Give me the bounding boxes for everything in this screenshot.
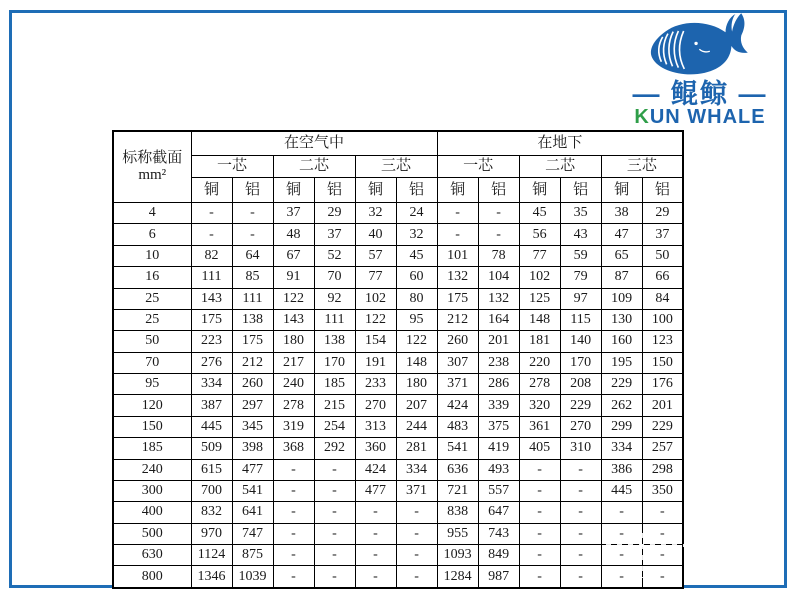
value-cell: 111 <box>191 267 232 288</box>
value-cell: 424 <box>437 395 478 416</box>
value-cell: - <box>601 566 642 588</box>
value-cell: 143 <box>273 309 314 330</box>
value-cell: 207 <box>396 395 437 416</box>
value-cell: 281 <box>396 438 437 459</box>
value-cell: 849 <box>478 545 519 566</box>
value-cell: - <box>519 545 560 566</box>
row-size-cell: 300 <box>113 480 191 501</box>
table-row <box>113 480 683 501</box>
value-cell: 77 <box>519 245 560 266</box>
value-cell: - <box>437 224 478 245</box>
table-row <box>113 459 683 480</box>
value-cell: 104 <box>478 267 519 288</box>
value-cell: 743 <box>478 523 519 544</box>
header-row-materials <box>113 178 683 203</box>
logo-en-text <box>615 106 785 128</box>
value-cell: 483 <box>437 416 478 437</box>
value-cell: - <box>396 566 437 588</box>
value-cell: 1284 <box>437 566 478 588</box>
value-cell: 257 <box>642 438 683 459</box>
value-cell: - <box>396 523 437 544</box>
value-cell: 24 <box>396 203 437 224</box>
value-cell: 170 <box>560 352 601 373</box>
value-cell: 175 <box>232 331 273 352</box>
value-cell: 130 <box>601 309 642 330</box>
value-cell: - <box>355 545 396 566</box>
value-cell: 493 <box>478 459 519 480</box>
value-cell: 150 <box>642 352 683 373</box>
value-cell: 509 <box>191 438 232 459</box>
subgroup-ground-two-core: 二芯 <box>519 156 601 178</box>
value-cell: 45 <box>519 203 560 224</box>
value-cell: - <box>560 545 601 566</box>
row-size-cell: 25 <box>113 309 191 330</box>
row-size-cell: 95 <box>113 374 191 395</box>
value-cell: 262 <box>601 395 642 416</box>
value-cell: 477 <box>232 459 273 480</box>
value-cell: 477 <box>355 480 396 501</box>
value-cell: 38 <box>601 203 642 224</box>
value-cell: - <box>314 480 355 501</box>
value-cell: 143 <box>191 288 232 309</box>
value-cell: 386 <box>601 459 642 480</box>
table-row <box>113 374 683 395</box>
value-cell: 334 <box>396 459 437 480</box>
value-cell: 278 <box>519 374 560 395</box>
table-row <box>113 352 683 373</box>
value-cell: 955 <box>437 523 478 544</box>
value-cell: 217 <box>273 352 314 373</box>
row-size-cell: 150 <box>113 416 191 437</box>
value-cell: 875 <box>232 545 273 566</box>
value-cell: 220 <box>519 352 560 373</box>
value-cell: 334 <box>191 374 232 395</box>
value-cell: 102 <box>519 267 560 288</box>
logo-cn-text: 鲲鲸 <box>671 79 729 109</box>
value-cell: 371 <box>437 374 478 395</box>
material-header-copper: 铜 <box>519 178 560 203</box>
row-size-cell: 50 <box>113 331 191 352</box>
table-row <box>113 416 683 437</box>
value-cell: - <box>396 545 437 566</box>
material-header-copper: 铜 <box>601 178 642 203</box>
material-header-aluminum: 铝 <box>560 178 601 203</box>
value-cell: 122 <box>273 288 314 309</box>
value-cell: 100 <box>642 309 683 330</box>
value-cell: 557 <box>478 480 519 501</box>
value-cell: 615 <box>191 459 232 480</box>
value-cell: - <box>560 566 601 588</box>
value-cell: - <box>355 523 396 544</box>
header-row-cores <box>113 156 683 178</box>
table-row <box>113 395 683 416</box>
value-cell: 345 <box>232 416 273 437</box>
value-cell: 111 <box>232 288 273 309</box>
value-cell: 57 <box>355 245 396 266</box>
value-cell: 48 <box>273 224 314 245</box>
value-cell: - <box>314 502 355 523</box>
value-cell: 270 <box>560 416 601 437</box>
value-cell: 360 <box>355 438 396 459</box>
value-cell: 67 <box>273 245 314 266</box>
value-cell: 84 <box>642 288 683 309</box>
value-cell: 310 <box>560 438 601 459</box>
material-header-copper: 铜 <box>191 178 232 203</box>
whale-icon <box>621 12 779 84</box>
row-size-cell: 400 <box>113 502 191 523</box>
value-cell: 35 <box>560 203 601 224</box>
material-header-copper: 铜 <box>437 178 478 203</box>
value-cell: 79 <box>560 267 601 288</box>
value-cell: - <box>560 480 601 501</box>
table-row <box>113 224 683 245</box>
value-cell: 721 <box>437 480 478 501</box>
logo-en-first-letter: K <box>634 106 650 128</box>
subgroup-air-three-core: 三芯 <box>355 156 437 178</box>
value-cell: 297 <box>232 395 273 416</box>
value-cell: 238 <box>478 352 519 373</box>
value-cell: - <box>519 480 560 501</box>
value-cell: 29 <box>642 203 683 224</box>
value-cell: 375 <box>478 416 519 437</box>
value-cell: 424 <box>355 459 396 480</box>
value-cell: - <box>601 502 642 523</box>
value-cell: 37 <box>314 224 355 245</box>
value-cell: 97 <box>560 288 601 309</box>
table-body <box>113 203 683 589</box>
value-cell: 191 <box>355 352 396 373</box>
table-row <box>113 245 683 266</box>
value-cell: 82 <box>191 245 232 266</box>
value-cell: - <box>396 502 437 523</box>
corner-header <box>113 131 191 203</box>
value-cell: 101 <box>437 245 478 266</box>
value-cell: 254 <box>314 416 355 437</box>
value-cell: 185 <box>314 374 355 395</box>
value-cell: - <box>355 566 396 588</box>
value-cell: 122 <box>355 309 396 330</box>
value-cell: 223 <box>191 331 232 352</box>
row-size-cell: 500 <box>113 523 191 544</box>
value-cell: 320 <box>519 395 560 416</box>
subgroup-ground-three-core: 三芯 <box>601 156 683 178</box>
subgroup-air-one-core: 一芯 <box>191 156 273 178</box>
material-header-aluminum: 铝 <box>396 178 437 203</box>
value-cell: 201 <box>478 331 519 352</box>
value-cell: 276 <box>191 352 232 373</box>
value-cell: 95 <box>396 309 437 330</box>
value-cell: 80 <box>396 288 437 309</box>
value-cell: 160 <box>601 331 642 352</box>
value-cell: 45 <box>396 245 437 266</box>
value-cell: - <box>314 523 355 544</box>
value-cell: - <box>560 502 601 523</box>
value-cell: 700 <box>191 480 232 501</box>
row-size-cell: 70 <box>113 352 191 373</box>
value-cell: - <box>273 545 314 566</box>
value-cell: 233 <box>355 374 396 395</box>
value-cell: 260 <box>232 374 273 395</box>
value-cell: 292 <box>314 438 355 459</box>
value-cell: 47 <box>601 224 642 245</box>
value-cell: - <box>601 523 642 544</box>
value-cell: 56 <box>519 224 560 245</box>
value-cell: 50 <box>642 245 683 266</box>
value-cell: 541 <box>232 480 273 501</box>
value-cell: - <box>642 523 683 544</box>
value-cell: 838 <box>437 502 478 523</box>
value-cell: 313 <box>355 416 396 437</box>
row-size-cell: 6 <box>113 224 191 245</box>
value-cell: 140 <box>560 331 601 352</box>
value-cell: 212 <box>437 309 478 330</box>
value-cell: 636 <box>437 459 478 480</box>
row-size-cell: 25 <box>113 288 191 309</box>
material-header-copper: 铜 <box>273 178 314 203</box>
value-cell: - <box>478 224 519 245</box>
value-cell: 64 <box>232 245 273 266</box>
value-cell: 164 <box>478 309 519 330</box>
group-header-underground: 在地下 <box>437 131 683 156</box>
value-cell: 260 <box>437 331 478 352</box>
value-cell: 747 <box>232 523 273 544</box>
value-cell: 102 <box>355 288 396 309</box>
value-cell: 125 <box>519 288 560 309</box>
value-cell: 371 <box>396 480 437 501</box>
table-row <box>113 438 683 459</box>
value-cell: 40 <box>355 224 396 245</box>
value-cell: 201 <box>642 395 683 416</box>
row-size-cell: 10 <box>113 245 191 266</box>
value-cell: 43 <box>560 224 601 245</box>
watermark-artifact-vertical <box>640 533 643 578</box>
value-cell: 361 <box>519 416 560 437</box>
value-cell: 307 <box>437 352 478 373</box>
value-cell: - <box>642 502 683 523</box>
value-cell: - <box>273 502 314 523</box>
value-cell: - <box>519 523 560 544</box>
value-cell: 1039 <box>232 566 273 588</box>
value-cell: - <box>642 545 683 566</box>
value-cell: 350 <box>642 480 683 501</box>
material-header-aluminum: 铝 <box>314 178 355 203</box>
value-cell: - <box>191 224 232 245</box>
value-cell: 229 <box>642 416 683 437</box>
value-cell: 59 <box>560 245 601 266</box>
logo-dash-right: — <box>738 79 768 109</box>
watermark-artifact-horizontal <box>606 544 702 547</box>
value-cell: 37 <box>642 224 683 245</box>
value-cell: 85 <box>232 267 273 288</box>
subgroup-ground-one-core: 一芯 <box>437 156 519 178</box>
value-cell: 181 <box>519 331 560 352</box>
value-cell: 244 <box>396 416 437 437</box>
value-cell: - <box>560 523 601 544</box>
table-row <box>113 331 683 352</box>
value-cell: 70 <box>314 267 355 288</box>
value-cell: 132 <box>437 267 478 288</box>
value-cell: 1346 <box>191 566 232 588</box>
logo-cn-line <box>615 79 785 109</box>
value-cell: 176 <box>642 374 683 395</box>
value-cell: 405 <box>519 438 560 459</box>
value-cell: - <box>519 566 560 588</box>
row-size-cell: 120 <box>113 395 191 416</box>
value-cell: 138 <box>314 331 355 352</box>
value-cell: 229 <box>601 374 642 395</box>
value-cell: 65 <box>601 245 642 266</box>
value-cell: - <box>355 502 396 523</box>
value-cell: 170 <box>314 352 355 373</box>
value-cell: 215 <box>314 395 355 416</box>
value-cell: - <box>273 523 314 544</box>
value-cell: 387 <box>191 395 232 416</box>
table-row <box>113 309 683 330</box>
value-cell: - <box>642 566 683 588</box>
value-cell: 92 <box>314 288 355 309</box>
value-cell: - <box>519 502 560 523</box>
value-cell: - <box>519 459 560 480</box>
value-cell: 229 <box>560 395 601 416</box>
logo-dash-left: — <box>632 79 662 109</box>
value-cell: 212 <box>232 352 273 373</box>
value-cell: - <box>478 203 519 224</box>
value-cell: - <box>191 203 232 224</box>
corner-header-line2: mm² <box>138 167 167 183</box>
value-cell: 29 <box>314 203 355 224</box>
value-cell: 91 <box>273 267 314 288</box>
value-cell: 66 <box>642 267 683 288</box>
material-header-aluminum: 铝 <box>232 178 273 203</box>
row-size-cell: 185 <box>113 438 191 459</box>
material-header-aluminum: 铝 <box>478 178 519 203</box>
row-size-cell: 16 <box>113 267 191 288</box>
value-cell: 298 <box>642 459 683 480</box>
value-cell: 195 <box>601 352 642 373</box>
corner-header-line1: 标称截面 <box>122 150 183 166</box>
value-cell: 987 <box>478 566 519 588</box>
row-size-cell: 240 <box>113 459 191 480</box>
value-cell: 1124 <box>191 545 232 566</box>
value-cell: 37 <box>273 203 314 224</box>
value-cell: 319 <box>273 416 314 437</box>
value-cell: 180 <box>396 374 437 395</box>
value-cell: 60 <box>396 267 437 288</box>
value-cell: 208 <box>560 374 601 395</box>
value-cell: 180 <box>273 331 314 352</box>
value-cell: 1093 <box>437 545 478 566</box>
value-cell: 647 <box>478 502 519 523</box>
value-cell: - <box>232 224 273 245</box>
table-row <box>113 523 683 544</box>
value-cell: 77 <box>355 267 396 288</box>
value-cell: 270 <box>355 395 396 416</box>
value-cell: - <box>314 459 355 480</box>
value-cell: 175 <box>191 309 232 330</box>
value-cell: 368 <box>273 438 314 459</box>
material-header-copper: 铜 <box>355 178 396 203</box>
value-cell: 115 <box>560 309 601 330</box>
logo-en-rest: UN WHALE <box>649 106 766 128</box>
row-size-cell: 630 <box>113 545 191 566</box>
value-cell: 148 <box>519 309 560 330</box>
value-cell: 240 <box>273 374 314 395</box>
value-cell: - <box>273 566 314 588</box>
value-cell: 334 <box>601 438 642 459</box>
value-cell: 52 <box>314 245 355 266</box>
row-size-cell: 4 <box>113 203 191 224</box>
header-row-groups <box>113 131 683 156</box>
value-cell: 138 <box>232 309 273 330</box>
value-cell: 123 <box>642 331 683 352</box>
value-cell: 445 <box>191 416 232 437</box>
value-cell: - <box>437 203 478 224</box>
table-header <box>113 131 683 203</box>
value-cell: - <box>232 203 273 224</box>
table-row <box>113 566 683 588</box>
value-cell: 175 <box>437 288 478 309</box>
table-row <box>113 288 683 309</box>
value-cell: - <box>560 459 601 480</box>
value-cell: 148 <box>396 352 437 373</box>
value-cell: - <box>273 480 314 501</box>
value-cell: 339 <box>478 395 519 416</box>
brand-logo <box>615 12 785 126</box>
group-header-in-air: 在空气中 <box>191 131 437 156</box>
value-cell: 109 <box>601 288 642 309</box>
value-cell: 122 <box>396 331 437 352</box>
table-row <box>113 267 683 288</box>
value-cell: 286 <box>478 374 519 395</box>
value-cell: 419 <box>478 438 519 459</box>
material-header-aluminum: 铝 <box>642 178 683 203</box>
value-cell: - <box>314 566 355 588</box>
value-cell: - <box>601 545 642 566</box>
value-cell: - <box>273 459 314 480</box>
value-cell: 154 <box>355 331 396 352</box>
value-cell: 132 <box>478 288 519 309</box>
value-cell: 111 <box>314 309 355 330</box>
row-size-cell: 800 <box>113 566 191 588</box>
ampacity-table <box>112 130 684 589</box>
table-row <box>113 203 683 224</box>
value-cell: - <box>314 545 355 566</box>
value-cell: 299 <box>601 416 642 437</box>
value-cell: 445 <box>601 480 642 501</box>
value-cell: 541 <box>437 438 478 459</box>
value-cell: 278 <box>273 395 314 416</box>
value-cell: 32 <box>355 203 396 224</box>
value-cell: 398 <box>232 438 273 459</box>
table-row <box>113 502 683 523</box>
table-row <box>113 545 683 566</box>
value-cell: 641 <box>232 502 273 523</box>
value-cell: 32 <box>396 224 437 245</box>
value-cell: 87 <box>601 267 642 288</box>
value-cell: 970 <box>191 523 232 544</box>
value-cell: 832 <box>191 502 232 523</box>
value-cell: 78 <box>478 245 519 266</box>
subgroup-air-two-core: 二芯 <box>273 156 355 178</box>
